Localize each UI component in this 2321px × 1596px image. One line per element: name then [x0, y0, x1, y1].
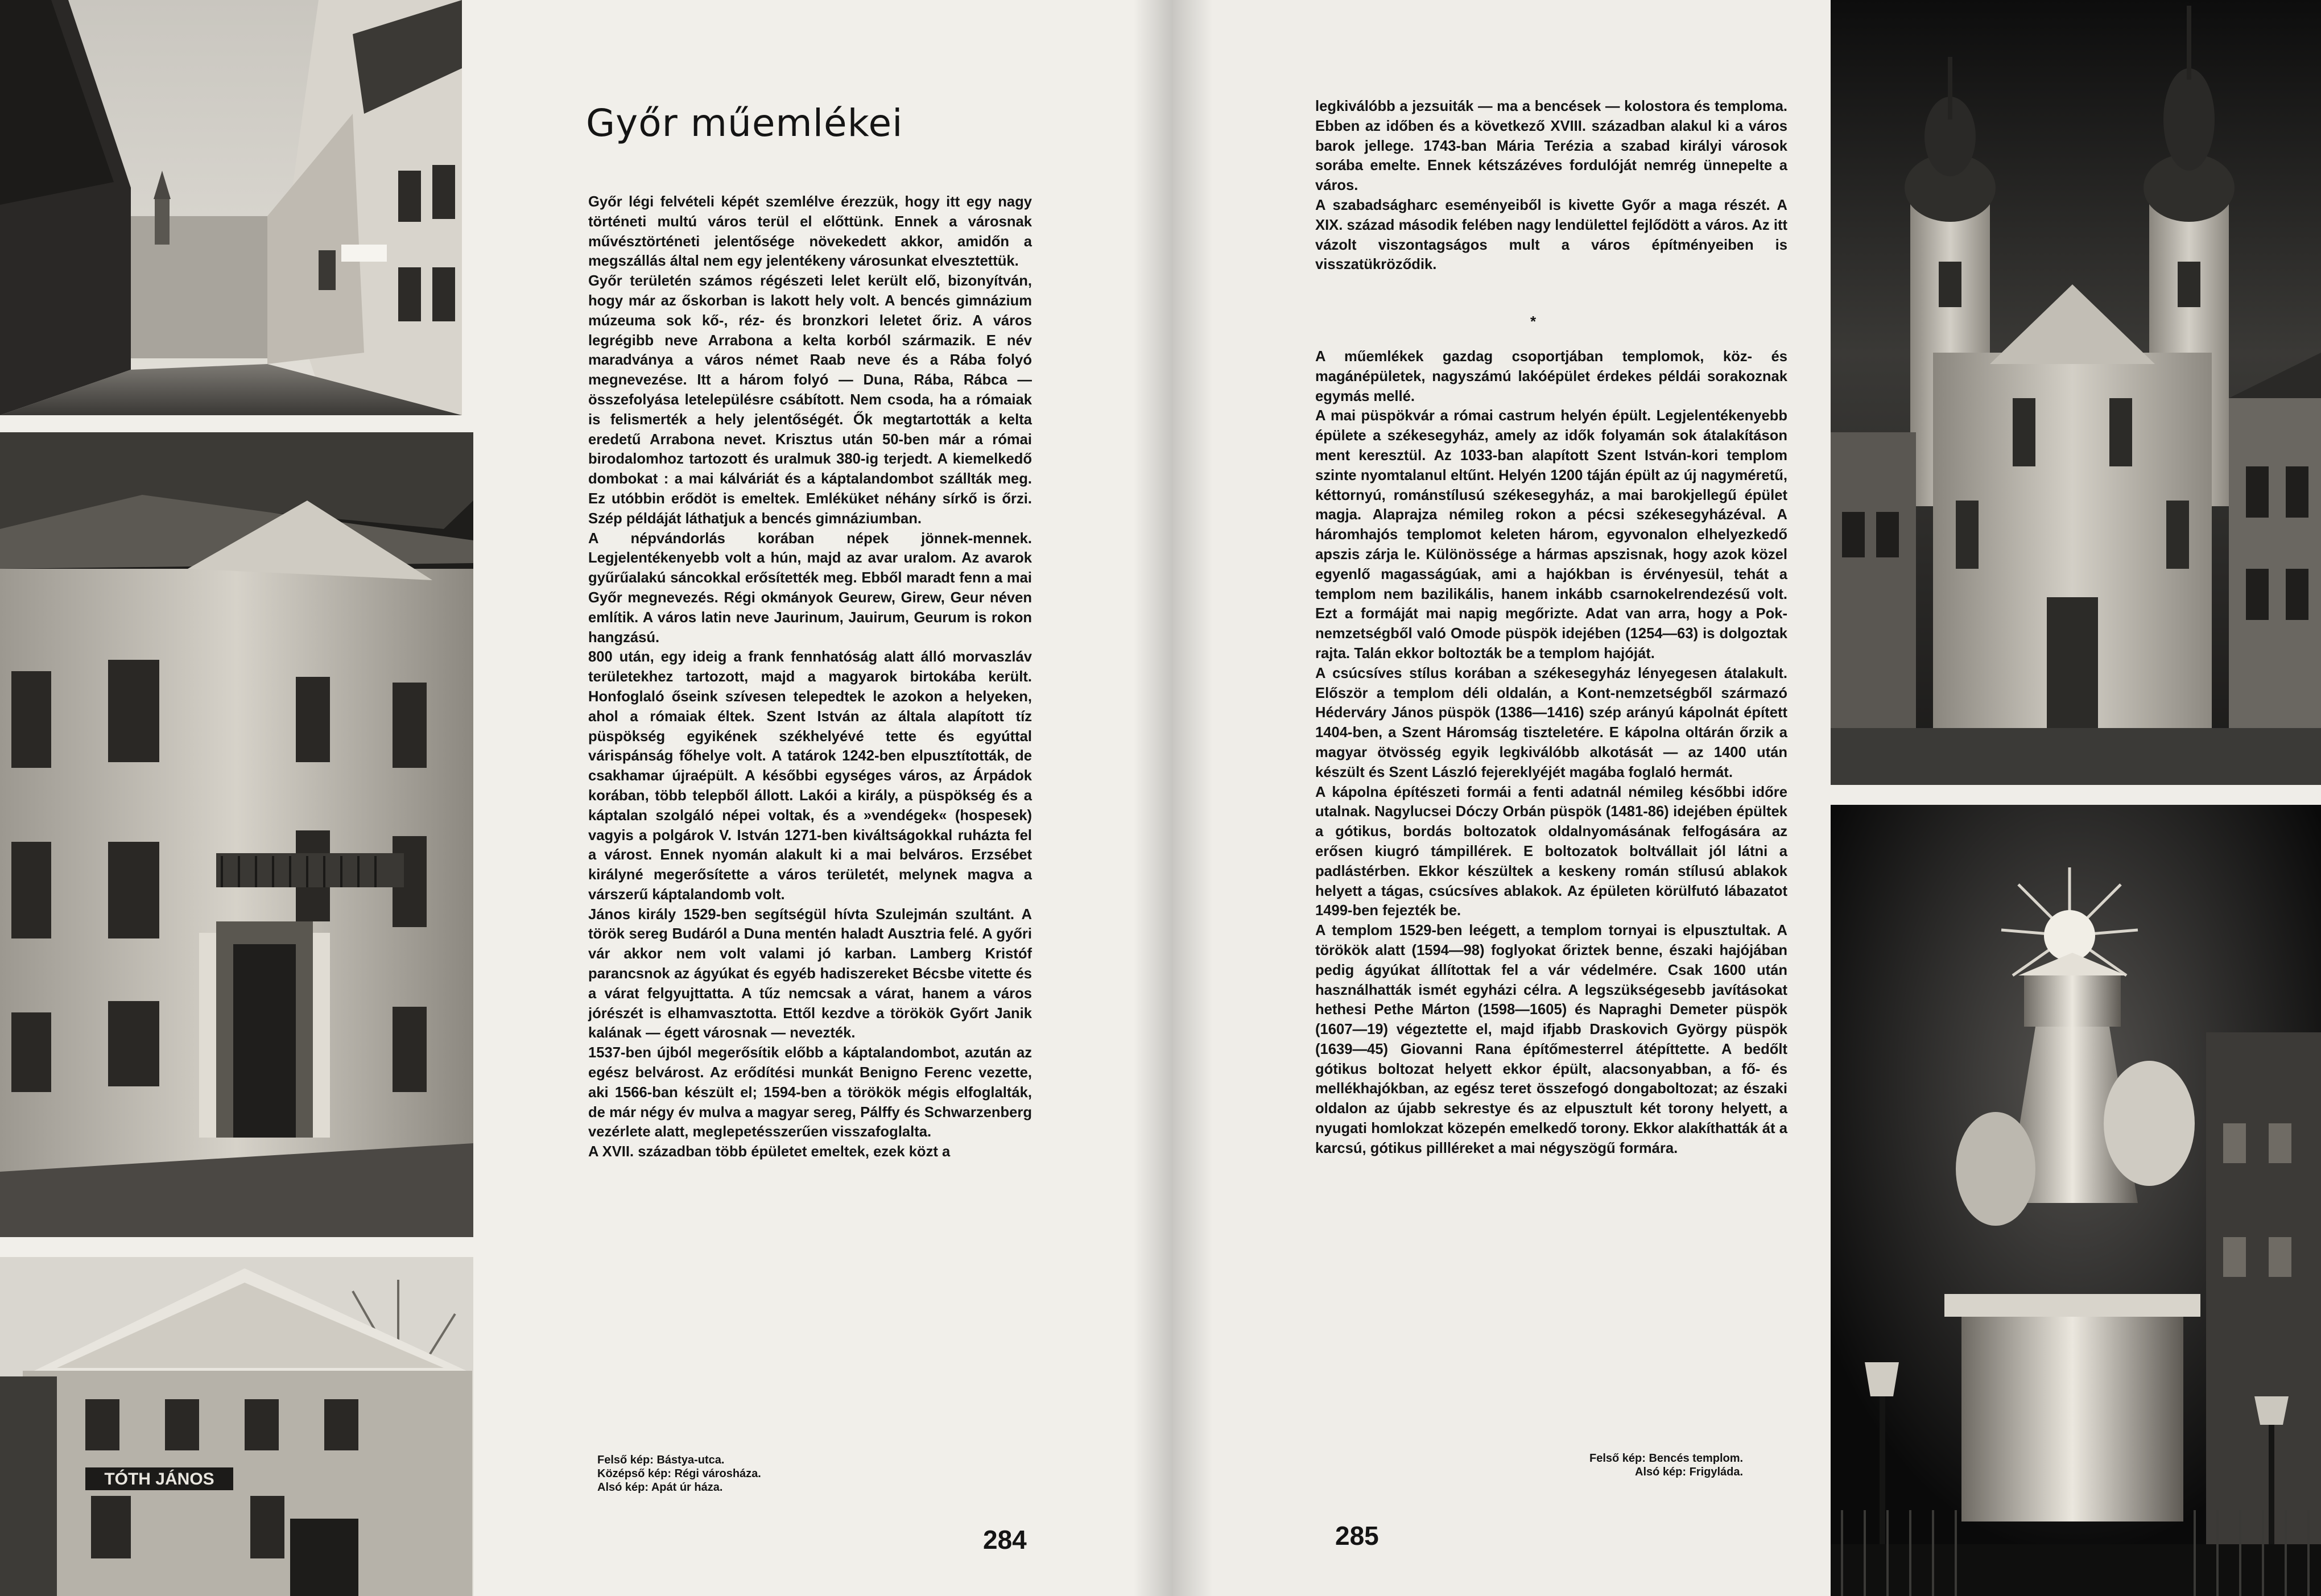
gutter-shadow-left: [1133, 0, 1173, 1596]
paragraph: A szabadságharc eseményeiből is kivette Győr a maga részét. A XIX. század második felében nagy lendülettel fejlődött a város. Az itt vázolt viszontagságos mult a város építményeiben is visszatükröződik.: [1315, 197, 1787, 273]
right-page: [1173, 0, 2321, 1596]
section-separator: *: [1530, 313, 1537, 330]
caption-top: Felső kép: Bástya-utca.: [597, 1454, 725, 1466]
right-captions: [1589, 1452, 1743, 1479]
paragraph: Győr területén számos régészeti lelet került elő, bizonyítván, hogy már az őskorban is lakott hely volt. A bencés gimnázium múzeuma sok kő-, réz- és bronzkori leletet őriz. A város legrégibb neve Arrabona a kelta korból származik. E név maradványa a város német Raab neve és a Rába folyó megnevezése. Itt a három folyó — Duna, Rába, Rábca — összefolyása letelepülésre csábított. Nem csoda, ha a rómaiak is felismerték a hely jelentőségét. Ők megtartották a kelta eredetű Arrabona nevet. Krisztus után 50-ben már a római birodalomhoz tartozott és uralmuk 380-ig terjedt. A kiemelkedő dombokat : a mai kálváriát és a káptalandombot szállták meg. Ez utóbbin erődöt is emeltek. Emléküket néhány sírkő is őrzi. Szép példáját láthatjuk a bencés gimnáziumban.: [588, 273, 1032, 527]
shop-sign-text: TÓTH JÁNOS: [104, 1470, 214, 1489]
photo-frigylada: [1831, 805, 2321, 1596]
paragraph: A kápolna építészeti formái a fenti adatnál némileg későbbi időre utalnak. Nagylucsei Dóczy Orbán püspök (1481-86) idejében épültek a gótikus, bordás boltozatok oldalnyomásának felfogására az erősen kiugró támpillérek. E boltozatok boltvállait jól látni a padlástérben. Ekkor készültek a keskeny román stílusú ablakok helyett a tágas, csúcsíves ablakok. Az épületen körülfutó lábazatot 1499-ben fejezték be.: [1315, 784, 1787, 919]
paragraph: A népvándorlás korában népek jönnek-mennek. Legjelentékenyebb volt a hún, majd az avar uralom. Az avarok gyűrűalakú sáncokkal erősítették meg. Ebből maradt fenn a mai Győr megnevezés. Régi okmányok Geurew, Girew, Geur néven említik. A város latin neve Jaurinum, Jauirum, Geurum is rokon hangzású.: [588, 530, 1032, 646]
paragraph: A templom 1529-ben leégett, a templom tornyai is elpusztultak. A törökök alatt (1594—98) foglyokat őriztek benne, északi hajójában pedig ágyúkat állítottak fel a vár védelmére. Csak 1600 után használhatták ismét egyházi célra. A legszükségesebb javításokat hethesi Pethe Márton (1598—1605) és Napraghi Demeter püspök (1607—19) végeztette el, majd ifjabb Draskovich György püspök (1639—45) Giovanni Rana építőmesterrel átépíttette. A bedőlt gótikus boltozat helyett ekkor épült, alacsonyabban, a fő- és mellékhajókban, az egész teret összefogó dongaboltozat; az északi oldalon az újabb sekrestye és az elpusztult két torony helyett, a nyugati homlokzat közepén emelkedő torony. Ekkor alakíthatták át a karcsú, gótikus pillléreket a mai négyszögű formára.: [1315, 923, 1787, 1156]
page-number-right: 285: [1335, 1521, 1379, 1550]
page-number-left: 284: [983, 1525, 1027, 1554]
paragraph: A mai püspökvár a római castrum helyén épült. Legjelentékenyebb épülete a székesegyház, amely az idők folyamán sok átalakításon ment keresztül. Az 1033-ban alapított Szent István-kori templom szinte nyomtalanul eltűnt. Helyén 1200 táján épült az új nagyméretű, kéttornyú, románstílusú székesegyház, a mai barokjellegű épület magja. Alaprajza némileg rokon a pécsi székesegyházéval. A háromhajós templomot keleten három, egyvonalon elhelyezkedő apszis zárja le. Különössége a hármas apszisnak, hogy azok közel egyenlő magasságúak, ami a hajókban is érvényesül, tehát a templom nem bazilikális, hanem inkább csarnokelrendezésű volt. Ezt a formáját mai napig megőrizte. Adat van arra, hogy a Pok-nemzetségből való Omode püspök idejében (1254—63) is dolgoztak rajta. Talán ekkor boltozták be a templom hajóját.: [1315, 408, 1787, 661]
left-body-text: [588, 192, 1032, 1162]
caption-middle: Középső kép: Régi városháza.: [597, 1467, 761, 1480]
paragraph: Győr légi felvételi képét szemlélve érezzük, hogy itt egy nagy történeti multú város terül el előttünk. Ennek a városnak művésztörténeti jelentősége növekedett akkor, amidőn a megszállás által nem egy jelentékeny városunkat elvesztettük.: [588, 194, 1032, 270]
paragraph: A műemlékek gazdag csoportjában templomok, köz- és magánépületek, nagyszámú lakóépület érdekes példái sorakoznak egymás mellé.: [1315, 349, 1787, 404]
photo-regi-varoshaza: [0, 432, 473, 1237]
caption-bottom: Alsó kép: Frigyláda.: [1635, 1466, 1744, 1478]
caption-top: Felső kép: Bencés templom.: [1589, 1452, 1744, 1465]
photo-apat-ur-haza: [0, 1257, 473, 1596]
paragraph: A XVII. században több épületet emeltek, ezek közt a: [588, 1144, 951, 1160]
paragraph: 800 után, egy ideig a frank fennhatóság alatt álló morvaszláv területekhez tartozott, majd a magyarok birtokába került. Honfoglaló őseink szívesen telepedtek le azokon a helyeken, ahol a rómaiak éltek. Szent István az általa alapított tíz püspökség egyikének székhelyévé tette és egyúttal várispánság főhelye volt. A tatárok 1242-ben elpusztították, de csakhamar újraépült. A későbbi egységes város, az Árpádok korában, több telepből állott. Lakói a király, a püspökség és a káptalan szolgáló népei voltak, és a »vendégek« (hospesek) vagyis a polgárok V. István 1271-ben kiváltságokkal ruházta fel a várost. Ennek nyomán alakult ki a mai belváros. Erzsébet királyné megerősítette a város területét, melynek magva a várszerű káptalandomb volt.: [588, 649, 1032, 903]
gutter-shadow-right: [1173, 0, 1213, 1596]
caption-bottom: Alsó kép: Apát úr háza.: [597, 1481, 723, 1494]
paragraph: legkiválóbb a jezsuiták — ma a bencések — kolostora és temploma. Ebben az időben és a következő XVIII. században alakul ki a város barok jellege. 1743-ban Mária Terézia a szabad királyi városok sorába emelte. Ennek kétszázéves fordulóját nemrég ünnepelte a város.: [1315, 98, 1787, 194]
right-body-text-bottom: [1315, 347, 1787, 1159]
left-captions: [597, 1453, 761, 1494]
paragraph: 1537-ben újból megerősítik előbb a káptalandombot, azután az egész belvárost. Az erődítési munkát Benigno Ferenc vezette, aki 1566-ban készült el; 1594-ben a törökök mégis elfoglalták, de már négy év mulva a magyar sereg, Pálffy és Schwarzenberg vezérlete alatt, meglepetésszerűen visszafoglalta.: [588, 1045, 1032, 1140]
page-title: Győr műemlékei: [586, 101, 903, 145]
paragraph: János király 1529-ben segítségül hívta Szulejmán szultánt. A török sereg Budáról a Duna mentén haladt Ausztria felé. A győri vár akkor nem volt valami jó karban. Lamberg Kristóf parancsnok az ágyúkat és egyéb hadiszereket Bécsbe vitette és a várat felgyujttatta. A tűz nemcsak a várat, hanem a város jórészét is elhamvasztotta. Ettől kezdve a törökök Győrt Janik kalának — égett városnak — nevezték.: [588, 906, 1032, 1041]
photo-bences-templom: [1831, 0, 2321, 785]
photo-bastya-utca: [0, 0, 462, 415]
right-body-text-top: [1315, 97, 1787, 275]
paragraph: A csúcsíves stílus korában a székesegyház lényegesen átalakult. Először a templom déli oldalán, a Kont-nemzetségből származó Héderváry János püspök (1386—1416) szép arányú kápolnát épített 1404-ben, a Szent Háromság tiszteletére. E kápolna oltárán őrzik a magyar ötvösség egyik legkiválóbb alkotását — az 1400 után készült és Szent László fejereklyéjét magába foglaló hermát.: [1315, 665, 1787, 780]
